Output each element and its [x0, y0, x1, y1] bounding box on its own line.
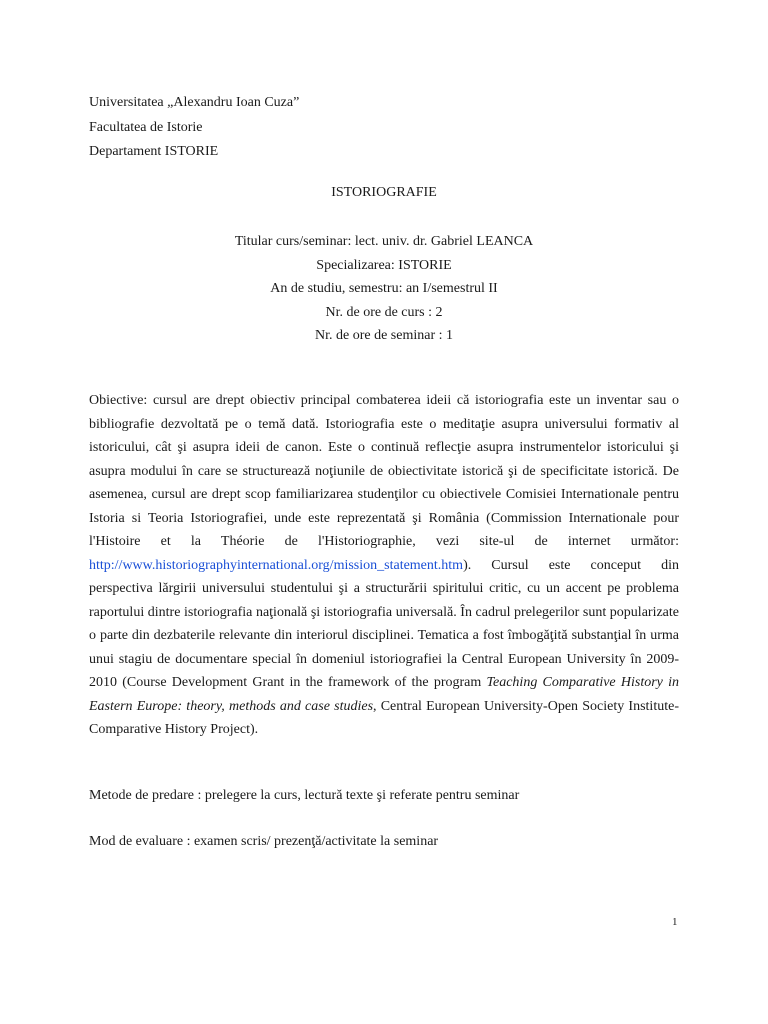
objectives-text-start: Obiective: cursul are drept obiectiv principal combaterea ideii că istoriografia este un inventar sau o bibliografie dezvoltată pe o temă dată. Istoriografia este o meditaţie asupra universului formativ al istoricului, cât şi asupra ideii de canon. Este o continuă reflecţie asupra instrumentelor istoricului şi asupra modului în care se structurează noţiunile de obiectivitate istorică şi de specificitate istorică. De asemenea, cursul are drept scop familiarizarea studenţilor cu obiectivele Comisiei Internationale pentru Istoria si Teoria Istoriografiei, unde este reprezentată şi România (Commission Internationale pour l'Histoire et la Théorie de l'Historiographie, vezi site-ul de internet următor:: [89, 393, 679, 549]
course-info: [0, 230, 768, 348]
faculty-name: Facultatea de Istorie: [89, 119, 203, 135]
university-name: Universitatea „Alexandru Ioan Cuza”: [89, 95, 300, 110]
seminar-hours: Nr. de ore de seminar : 1: [314, 328, 453, 343]
evaluation-method: Mod de evaluare : examen scris/ prezenţă/activitate la seminar: [89, 834, 439, 849]
objectives-text-middle: ). Cursul este conceput din perspectiva lărgirii universului studentului şi a structurării spiritului critic, cu un accent pe problema raportului dintre istoriografia naţională şi istoriografia universală. În cadrul prelegerilor sunt popularizate o parte din dezbaterile relevante din interiorul disciplinei. Tematica a fost îmbogăţită substanţial în urma unui stagiu de documentare special în domeniul istoriografiei la Central European University în 2009-2010 (Course Development Grant in the framework of the program: [89, 557, 679, 690]
course-title: ISTORIOGRAFIE: [331, 185, 437, 200]
course-specialization: Specializarea: ISTORIE: [316, 257, 452, 273]
course-titular: Titular curs/seminar: lect. univ. dr. Gabriel LEANCA: [234, 234, 534, 249]
course-hours: Nr. de ore de curs : 2: [325, 304, 443, 320]
objectives-paragraph: [89, 389, 679, 742]
mission-statement-link[interactable]: http://www.historiographyinternational.org/mission_statement.htm: [89, 557, 464, 573]
objectives-text-end: , Central European University-Open Society Institute-Comparative History Project).: [89, 698, 679, 737]
program-title: Teaching Comparative History in Eastern Europe: theory, methods and case studies: [89, 675, 679, 714]
institution-header: [89, 91, 689, 165]
course-year-semester: An de studiu, semestru: an I/semestrul II: [270, 281, 498, 296]
department-name: Departament ISTORIE: [89, 144, 219, 159]
teaching-methods: Metode de predare : prelegere la curs, lectură texte şi referate pentru seminar: [89, 788, 520, 803]
page-number: 1: [672, 916, 678, 928]
